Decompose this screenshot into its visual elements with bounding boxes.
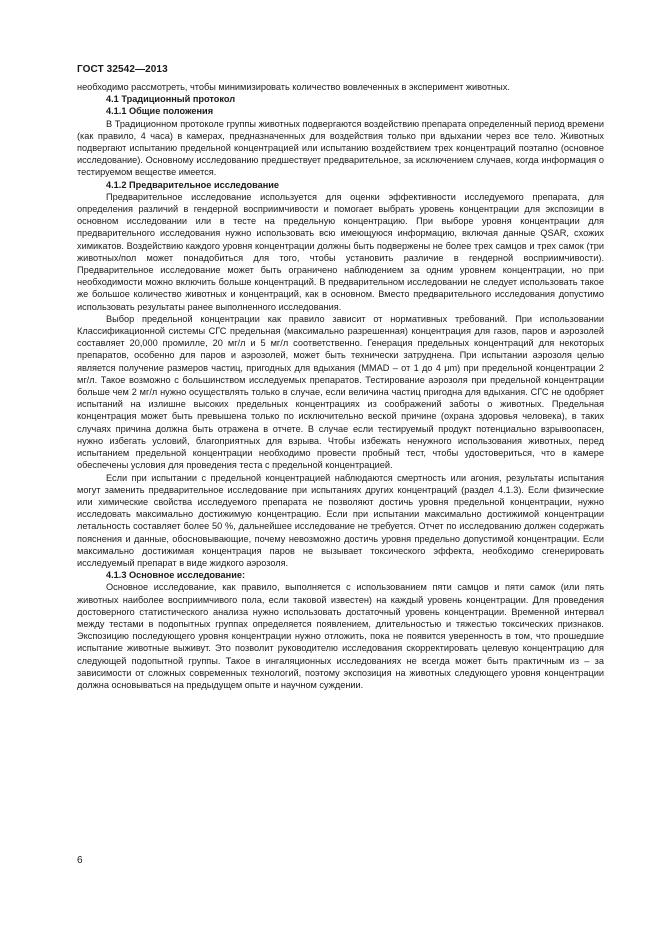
paragraph: Если при испытании с предельной концентрацией наблюдаются смертность или агония, результаты испытания могут заменить предварительное исследование при испытаниях других концентраций (раздел 4.1.3). Если физические или химические свойства исследуемого препарата не позволяют достичь уровня предельной концентрации, нужно исследовать максимально достижимую концентрацию. Если при испытании максимально достижимой концентрации летальность составляет более 50 %, дальнейшее исследование не требуется. Отчет по исследованию должен содержать пояснения и данные, обосновывающие, почему невозможно достичь уровня предельно допустимой концентрации. Если максимально достижимая концентрация паров не вызывает токсического эффекта, необходимо сгенерировать исследуемый препарат в виде жидкого аэрозоля. <box>77 472 604 568</box>
section-heading-4-1-2: 4.1.2 Предварительное исследование <box>106 179 280 190</box>
page-number: 6 <box>77 855 83 866</box>
paragraph: Выбор предельной концентрации как правило зависит от нормативных требований. При использовании Классификационной системы СГС предельная (максимально разрешенная) концентрация для газов, паров и аэрозолей составляет 20,000 промилле, 20 мг/л и 5 мг/л соответственно. Генерация предельных концентраций для некоторых препаратов, особенно для паров и аэрозолей, может быть технически затруднена. При испытании аэрозоля целью является получение размеров частиц, пригодных для вдыхания (MMAD – от 1 до 4 μm) при предельной концентрации 2 мг/л. Такое возможно с большинством исследуемых препаратов. Тестирование аэрозоля при предельной концентрации больше чем 2 мг/л нужно осуществлять только в случае, если величина частиц пригодна для вдыхания. СГС не одобряет испытаний на излишне высоких предельных концентрациях из соображений заботы о животных. Предельная концентрация может быть превышена только по исключительно веской причине (охрана здоровья человека), в таких случаях причина должна быть отражена в отчете. В случае если тестируемый продукт потенциально взрывоопасен, нужно избегать условий, благоприятных для взрыва. Чтобы избежать ненужного использования животных, перед испытанием предельной концентрации необходимо провести пробный тест, чтобы удостовериться, что в камере обеспечены условия для проведения теста с предельной концентрацией. <box>77 313 604 471</box>
paragraph: Основное исследование, как правило, выполняется с использованием пяти самцов и пяти самок (или пять животных наиболее восприимчивого пола, если таковой известен) на каждый уровень концентрации. Для проведения достоверного статистического анализа нужно использовать достаточный уровень концентрации. Временной интервал между тестами в подопытных группах определяется появлением, длительностью и тяжестью токсических признаков. Экспозицию последующего уровня концентрации нужно отложить, пока не появится уверенность в том, что прошедшие испытание животные выживут. Это позволит руководителю исследования скорректировать целевую концентрацию для следующей подопытной группы. Такое в ингаляционных исследованиях не всегда может быть практичным из – за зависимости от сложных современных технологий, поэтому экспозиция на животных следующего уровня концентрации должна основываться на предыдущем опыте и научном суждении. <box>77 582 604 690</box>
section-heading-4-1: 4.1 Традиционный протокол <box>106 94 236 105</box>
paragraph: В Традиционном протоколе группы животных подвергаются воздействию препарата определенный период времени (как правило, 4 часа) в камерах, предназначенных для воздействия только при вдыхании через все тело. Животных подвергают испытанию предельной концентрацией или испытанию воздействием трех концентраций поэтапно (основное исследование). Основному исследованию предшествует предварительное, за исключением случаев, когда информация о тестируемом веществе имеется. <box>77 118 604 178</box>
document-header: ГОСТ 32542—2013 <box>77 64 168 75</box>
section-heading-4-1-1: 4.1.1 Общие положения <box>106 106 214 117</box>
section-heading-4-1-3: 4.1.3 Основное исследование: <box>106 570 246 581</box>
document-body <box>77 81 604 691</box>
paragraph-continuation: необходимо рассмотреть, чтобы минимизировать количество вовлеченных в эксперимент животных. <box>77 82 510 92</box>
paragraph: Предварительное исследование используется для оценки эффективности исследуемого препарата, для определения различий в гендерной восприимчивости и помогает выбрать уровень концентрации для экспозиции в основном исследовании или в тесте на предельную концентрацию. При выборе уровня концентрации для предварительного исследования нужно использовать всю имеющуюся информацию, включая данные QSAR, схожих химикатов. Воздействию каждого уровня концентрации должны быть подвержены не более трех самцов и трех самок (три животных/пол может понадобиться для того, чтобы установить различие в гендерной восприимчивости). Предварительное исследование может быть ограничено наблюдением за одним уровнем концентрации, но при необходимости можно включить больше концентраций. В предварительном исследовании не следует использовать такое же большое количество животных и концентраций, как в основном. Вместо предварительного исследования допустимо использовать результаты ранее выполненного исследования. <box>77 191 604 312</box>
